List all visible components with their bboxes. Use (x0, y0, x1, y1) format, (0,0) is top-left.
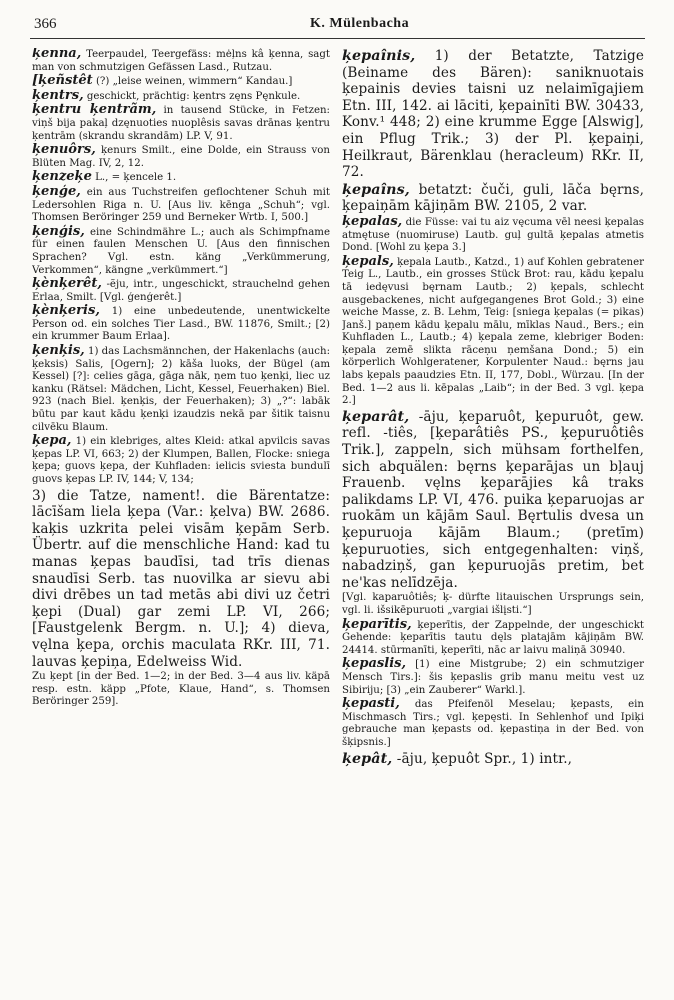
entry-definition: ķepala Lautb., Katzd., 1) auf Kohlen gebratener Teig L., Lautb., ein grosses Stück Brot: rau, kādu ķepalu tā iedęvusi bęrnam Lautb.; 2) ķepals, schlecht ausgebackenes, nicht aufgegangenes Brot Gold.; 3) eine weiche Masse, z. B. Lehm, Teig: [sniega ķepalas (= pikas) Janš.] paņem kādu ķepalu mālu, mīklas Naud., Bers.; ein Kuhfladen L., Lautb.; 4) ķepala zeme, klebriger Boden: ķepala zemē slikta rāceņu ņemšana Dond.; 5) ein körperlich Wohlgeratener, Korpulenter Naud.: bęrns jau labs ķepals paaudzies Etn. II, 177, Dobl., Würzau. [In der Bed. 1—2 aus li. kēpalas „Laib“; in der Bed. 3 vgl. ķepa 2.] (342, 256, 644, 407)
entry-headword: ķenna, (32, 48, 82, 61)
entry-headword: ķènķerêt, (32, 276, 102, 292)
dictionary-entry (342, 409, 644, 592)
entry-headword: ķentrs, (32, 87, 84, 103)
dictionary-entry (32, 75, 330, 89)
entry-definition: 3) die Tatze, nament!. die Bärentatze: lācīšam liela ķepa (Var.: ķelva) BW. 2686. kaķis uzkrita pelei visām ķepām Serb. Übertr. auf die menschliche Hand: kad tu manas ķepas baudīsi, tad trīs dienas snaudīsi Serb. tas nuovilka ar sievu abi divi drēbes un tad metās abi divi uz četri ķepi (Dual) gar zemi LP. VI, 266; [Faustgelenk Bergm. n. U.]; 4) dieva, vęlna ķepa, orchis maculata RKr. III, 71. lauvas ķepiņa, Edelweiss Wid. (32, 487, 330, 670)
entry-headword: ķenķis, (32, 343, 85, 359)
page-number: 366 (34, 16, 57, 32)
entry-headword: ķeparītis, (342, 616, 412, 632)
entry-definition: die Füsse: vai tu aiz vęcuma vēl neesi ķepalas atmętuse (nuomiruse) Lautb. guļ gultā ķepalas atmetis Dond. [Wohl zu ķepa 3.] (342, 216, 644, 254)
dictionary-entry (342, 48, 644, 181)
dictionary-entry (32, 435, 330, 486)
entry-definition: 1) eine unbedeutende, unentwickelte Person od. ein solches Tier Lasd., BW. 11876, Smilt.; [2) ein krummer Baum Erlaa]. (32, 306, 330, 343)
entry-definition: [1) eine Mistgrube; 2) ein schmutziger Mensch Tirs.]: šis ķepaslis grib manu meitu vest uz Sibiriju; [3) „ein Zauberer“ Warkl.]. (342, 659, 644, 696)
running-head: K. Mülenbacha (310, 16, 410, 31)
entry-headword: ķeparât, (342, 408, 410, 425)
entry-headword: ķepât, (342, 750, 393, 767)
entry-headword: ķepaslis, (342, 656, 407, 672)
entry-headword: ķenģis, (32, 223, 85, 239)
entry-definition: geschickt, prächtig: ķentrs zęns Pęnkule. (86, 90, 301, 102)
entry-definition: L., = ķencele 1. (95, 172, 177, 184)
entry-definition: -āju, ķepuôt Spr., 1) intr., (396, 750, 573, 767)
dictionary-entry (342, 751, 644, 768)
entry-definition: Zu ķept [in der Bed. 1—2; in der Bed. 3—4 aus liv. käpā resp. estn. käpp „Pfote, Klaue, Hand“, s. Thomsen Beröringer 259]. (32, 671, 330, 708)
dictionary-entry (342, 592, 644, 617)
entry-definition: ein aus Tuchstreifen geflochtener Schuh mit Ledersohlen Riga n. U. [Aus liv. kēnga „Schuh“; vgl. Thomsen Beröringer 259 und Berneker Wrtb. I, 500.] (32, 186, 330, 224)
entry-headword: ķepasti, (342, 696, 400, 712)
dictionary-entry (32, 671, 330, 709)
entry-headword: [ķeñstêt (32, 73, 93, 89)
entry-headword: ķepa, (32, 433, 72, 449)
entry-definition: Teerpaudel, Teergefäss: mėļns kâ ķenna, sagt man von schmutzigen Gefässen Lasd., Rutzau. (32, 49, 330, 73)
entry-headword: ķepaîns, (342, 181, 410, 198)
entry-headword: ķenuôrs, (32, 142, 96, 158)
entry-definition: ķenurs Smilt., eine Dolde, ein Strauss von Blüten Mag. IV, 2, 12. (32, 145, 330, 169)
entry-definition: 1) ein klebriges, altes Kleid: atkal apvilcis savas ķepas LP. VI, 663; 2) der Klumpen, Ballen, Flocke: sniega ķepa; guovs ķepa, der Kuhfladen: ielicis sviesta bundulī guovs ķepas LP. IV, 144; V, 134; (32, 436, 330, 485)
entry-definition: das Pfeifenöl Meselau; ķepasts, ein Mischmasch Tirs.; vgl. ķepęsti. In Sehlenhof und Ipiķi gebrauche man ķepasts od. ķepastiņa in der Bed. von šķipsnis.] (342, 699, 644, 748)
dictionary-entry (32, 87, 330, 104)
entry-definition: in tausend Stücke, in Fetzen: viņš bija pakaļ dzęnuoties nuoplêsis savas drānas ķentru ķentrām (skrandu skrandām) LP. V, 91. (32, 105, 330, 142)
dictionary-entry (342, 658, 644, 697)
entry-definition: -āju, ķeparuôt, ķepuruôt, gew. refl. -tiês, [ķeparâtiês PS., ķepuruôtiês Trik.], zappeln, sich mühsam forthelfen, sich abquälen: bęrns ķeparājas un bļauj Frauenb. vęlns ķeparājies kâ traks palikdams LP. VI, 476. puika ķeparuojas ar ruokām un kājām Saul. Bęrtulis dvesa un ķepuruoja kājām Blaum.; (pretīm) ķepuruoties, sich entgegenhalten: viņš, nabadziņš, gan ķepuruojās pretim, bet ne'kas nelīdzēja. (342, 408, 644, 591)
entry-definition: [Vgl. kaparuôtiês; ķ- dürfte litauischen Ursprungs sein, vgl. li. išsikēpuruoti „vargiai išlįsti.“] (342, 592, 644, 616)
entry-headword: ķepaînis, (342, 48, 416, 64)
entry-headword: ķepals, (342, 253, 394, 269)
entry-definition: 1) der Betatzte, Tatzige (Beiname des Bären): saniknuotais ķepainis devies taisni uz nelaimīgajiem Etn. III, 142. ai lāciti, ķepainīti BW. 30433, Konv.¹ 448; 2) eine krumme Egge [Alswig], ein Pflug Trik.; 3) der Pl. ķepaiņi, Heilkraut, Bärenklau (heracleum) RKr. II, 72. (342, 48, 644, 181)
dictionary-entry (32, 104, 330, 143)
right-column (342, 48, 644, 992)
dictionary-entry (32, 223, 330, 277)
dictionary-entry (342, 616, 644, 658)
entry-headword: ķentru ķentrãm, (32, 102, 157, 118)
entry-definition: (?) „leise weinen, wimmern“ Kandau.] (95, 76, 293, 88)
page-header (30, 8, 645, 39)
entry-definition: eine Schindmähre L.; auch als Schimpfname für einen faulen Menschen U. [Aus den finnischen Sprachen? Vgl. estn. käng „Verkümmerung, Verkommen“, kängne „verkümmert.“] (32, 226, 330, 276)
entry-headword: ķepalas, (342, 213, 403, 229)
dictionary-entry (32, 488, 330, 671)
entry-definition: ķeperītis, der Zappelnde, der ungeschickt Gehende: ķeparītis tautu dęls platajām kājiņām BW. 24414. stūrmanīti, ķeperīti, nāc ar laivu maliņā 30940. (342, 619, 644, 656)
dictionary-entry (342, 698, 644, 749)
dictionary-entry (32, 144, 330, 170)
entry-definition: betatzt: čuči, guli, lāča bęrns, ķepaiņām kājiņām BW. 2105, 2 var. (342, 181, 644, 215)
entry-definition: 1) das Lachsmännchen, der Hakenlachs (auch: ķeksis) Salis, [Ogern]; 2) kāša luoks, der Bügel (am Kessel) [?]: celies gāga, gāga nāk, ņem tuo ķenķi, liec uz kanku (Rätsel: Mädchen, Licht, Kessel, Feuerhaken) Biel. 923 (nach Biel. ķenķis, der Feuerhaken); 3) „?“: labāk būtu par kaut kādu ķenķi izaudzis nekā par šitik taisnu cilvēku Blaum. (32, 346, 330, 433)
dictionary-entry (342, 253, 644, 408)
entry-definition: -ẽju, intr., ungeschickt, strauchelnd gehen Erlaa, Smilt. [Vgl. ģenģerêt.] (32, 279, 330, 303)
dictionary-entry (32, 171, 330, 185)
dictionary-entry (342, 182, 644, 215)
entry-headword: ķenģe, (32, 183, 81, 199)
dictionary-entry (32, 305, 330, 344)
entry-headword: ķènķeris, (32, 303, 100, 319)
dictionary-entry (342, 213, 644, 255)
dictionary-entry (32, 345, 330, 434)
left-column (32, 48, 330, 992)
dictionary-entry (32, 48, 330, 74)
dictionary-entry (32, 183, 330, 225)
dictionary-entry (32, 278, 330, 304)
entry-headword: ķenzeķe (32, 169, 92, 185)
